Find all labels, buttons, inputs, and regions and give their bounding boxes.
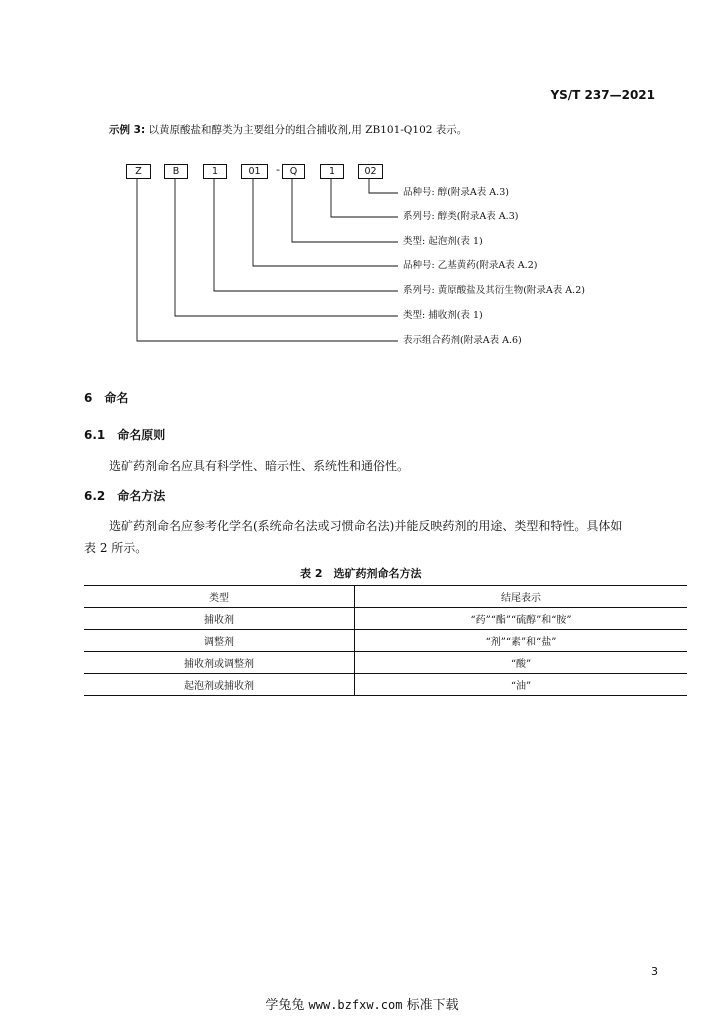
annotation-series-xanthates: 系列号: 黄原酸盐及其衍生物(附录A表 A.2) (403, 285, 585, 296)
annotation-series-alcohols: 系列号: 醇类(附录A表 A.3) (403, 211, 519, 222)
footer-tagline: 标准下载 (406, 998, 459, 1013)
cell-ending: “药”“酯”“硫醇”和“胺” (355, 608, 688, 630)
header-ending: 结尾表示 (355, 586, 688, 608)
code-box-z: Z (126, 164, 151, 179)
code-box-1: 1 (203, 164, 227, 179)
example-text: 以黄原酸盐和醇类为主要组分的组合捕收剂,用 ZB101-Q102 表示。 (148, 124, 468, 136)
section-6-2-body-line2: 表 2 所示。 (84, 541, 148, 555)
annotation-type-collector: 类型: 捕收剂(表 1) (403, 310, 483, 321)
naming-method-table (84, 585, 687, 696)
section-6-1-heading: 6.1 命名原则 (84, 428, 166, 442)
code-box-02: 02 (358, 164, 383, 179)
section-6-2-heading: 6.2 命名方法 (84, 489, 166, 503)
annotation-variety-alcohol: 品种号: 醇(附录A表 A.3) (403, 187, 509, 198)
table-row (84, 630, 687, 652)
leader-line-2 (331, 179, 398, 217)
table-header-row (84, 586, 687, 608)
footer-site-name: 学兔兔 (265, 998, 305, 1013)
leader-line-3 (292, 179, 398, 242)
footer-watermark (0, 994, 724, 1013)
table-row (84, 674, 687, 696)
cell-type: 捕收剂 (84, 608, 355, 630)
annotation-type-frother: 类型: 起泡剂(表 1) (403, 236, 483, 247)
example-label: 示例 3: (109, 124, 146, 136)
annotation-combined-reagent: 表示组合药剂(附录A表 A.6) (403, 335, 522, 346)
section-6-1-body: 选矿药剂命名应具有科学性、暗示性、系统性和通俗性。 (109, 459, 410, 473)
code-box-q: Q (282, 164, 305, 179)
cell-type: 调整剂 (84, 630, 355, 652)
code-box-01: 01 (241, 164, 268, 179)
section-6-2-body-line1: 选矿药剂命名应参考化学名(系统命名法或习惯命名法)并能反映药剂的用途、类型和特性。具体如 (109, 519, 623, 533)
standard-code: YS/T 237—2021 (550, 88, 655, 102)
table-2-caption: 表 2 选矿药剂命名方法 (300, 567, 422, 580)
code-leader-lines (0, 0, 724, 400)
footer-url[interactable]: www.bzfxw.com (308, 998, 403, 1012)
cell-ending: “油” (355, 674, 688, 696)
cell-ending: “酸” (355, 652, 688, 674)
annotation-variety-ethyl-xanthate: 品种号: 乙基黄药(附录A表 A.2) (403, 260, 538, 271)
cell-type: 捕收剂或调整剂 (84, 652, 355, 674)
leader-line-1 (369, 179, 398, 193)
cell-type: 起泡剂或捕收剂 (84, 674, 355, 696)
cell-ending: “剂”“素”和“盐” (355, 630, 688, 652)
leader-line-7 (137, 179, 398, 341)
table-row (84, 608, 687, 630)
leader-line-4 (253, 179, 398, 266)
header-type: 类型 (84, 586, 355, 608)
leader-line-6 (175, 179, 398, 316)
code-box-1b: 1 (320, 164, 344, 179)
code-box-b: B (164, 164, 188, 179)
section-6-heading: 6 命名 (84, 391, 129, 405)
page-number: 3 (651, 965, 658, 978)
table-row (84, 652, 687, 674)
leader-line-5 (214, 179, 398, 291)
code-separator: - (276, 163, 280, 176)
